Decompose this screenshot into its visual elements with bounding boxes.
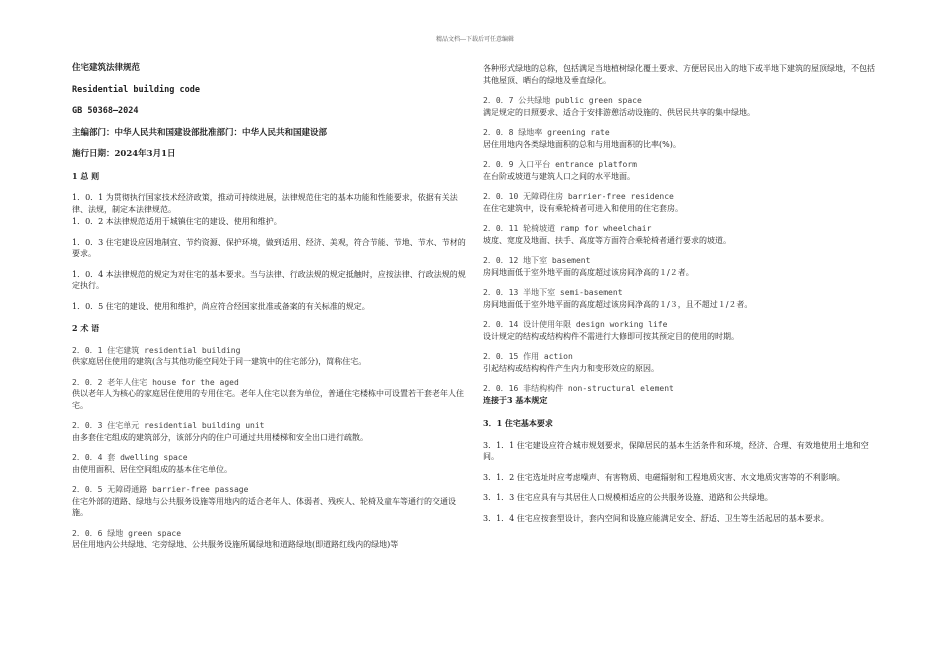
- term-2-0-10: [483, 191, 879, 214]
- term-title: 2．0．16 非结构构件 non-structural element: [483, 384, 674, 393]
- term-definition: 坡度、宽度及地面、扶手、高度等方面符合乘轮椅者通行要求的坡道。: [483, 235, 731, 245]
- para-1-0-4: 1．0．4 本法律规范的规定为对住宅的基本要求。当与法律、行政法规的规定抵触时，应按法律、行政法规的规定执行。: [72, 269, 466, 290]
- term-title: 2．0．4 套 dwelling space: [72, 453, 188, 462]
- term-2-0-14: [483, 319, 879, 342]
- term-2-0-4: [72, 452, 468, 475]
- term-title: 2．0．8 绿地率 greening rate: [483, 128, 610, 137]
- term-title: 2．0．11 轮椅坡道 ramp for wheelchair: [483, 224, 652, 233]
- term-2-0-5: [72, 484, 468, 519]
- term-definition: 设计规定的结构或结构构件不需进行大修即可按其预定目的使用的时期。: [483, 331, 739, 341]
- para-3-1-2: 3．1．2 住宅选址时应考虑噪声、有害物质、电磁辐射和工程地质灾害、水文地质灾害等的不利影响。: [483, 472, 845, 482]
- term-2-0-1: [72, 345, 468, 368]
- term-title: 2．0．1 住宅建筑 residential building: [72, 345, 241, 355]
- term-title: 2．0．7 公共绿地 public green space: [483, 96, 642, 105]
- term-definition: 连接于3 基本规定: [483, 394, 548, 405]
- term-2-0-9: [483, 159, 879, 182]
- term-definition: 由使用面积、居住空间组成的基本住宅单位。: [72, 464, 232, 474]
- departments: 主编部门：中华人民共和国建设部批准部门：中华人民共和国建设部: [72, 127, 328, 138]
- term-title: 2．0．13 半地下室 semi-basement: [483, 288, 623, 297]
- para-3-1-3: 3．1．3 住宅应具有与其居住人口规模相适应的公共服务设施、道路和公共绿地。: [483, 493, 773, 502]
- para-1-0-2: 1．0．2 本法律规范适用于城镇住宅的建设、使用和维护。: [72, 217, 282, 226]
- term-definition: 房间地面低于室外地平面的高度超过该房间净高的１/２者。: [483, 267, 694, 277]
- term-definition: 满足规定的日照要求、适合于安排游憩活动设施的、供居民共享的集中绿地。: [483, 107, 755, 117]
- section-1-heading: 1 总 则: [72, 170, 100, 181]
- term-definition: 在住宅建筑中，设有乘轮椅者可进入和使用的住宅套房。: [483, 203, 683, 213]
- term-2-0-16: [483, 383, 879, 406]
- right-column: [483, 63, 879, 533]
- term-2-0-11: [483, 223, 879, 246]
- term-title: 2．0．5 无障碍通路 barrier-free passage: [72, 485, 249, 494]
- para-1-0-1: 1．0．1 为贯彻执行国家技术经济政策，推动可持续进展，法律规范住宅的基本功能和性能要求，依据有关法律、法规，制定本法律规范。: [72, 193, 458, 214]
- para-3-1-4: 3．1．4 住宅应按套型设计，套内空间和设施应能满足安全、舒适、卫生等生活起居的基本要求。: [483, 513, 829, 523]
- standard-code: GB 50368—2024: [72, 106, 139, 116]
- effective-date: 施行日期：2024年3月1日: [72, 149, 176, 159]
- title-en: Residential building code: [72, 84, 200, 95]
- term-definition: 在台阶或坡道与建筑人口之间的水平地面。: [483, 171, 635, 181]
- term-2-0-8: [483, 127, 879, 150]
- term-2-0-13: [483, 287, 879, 310]
- term-2-0-6-continued: 各种形式绿地的总称，包括满足当地植树绿化覆土要求、方便居民出入的地下或半地下建筑的屋顶绿地，不包括其他屋顶、晒台的绿地及垂直绿化。: [483, 64, 875, 85]
- term-definition: 居住用地内各类绿地面积的总和与用地面积的比率(%)。: [483, 139, 681, 149]
- term-definition: 住宅外部的道路、绿地与公共服务设施等用地内的适合老年人、体弱者、残疾人、轮椅及童车等通行的交通设施。: [72, 496, 456, 517]
- left-column: [72, 63, 468, 560]
- section-3-1-heading: 3．1 住宅基本要求: [483, 418, 553, 428]
- para-1-0-5: 1．0．5 住宅的建设、使用和维护，尚应符合经国家批准或备案的有关标准的规定。: [72, 301, 370, 311]
- term-2-0-3: [72, 420, 468, 443]
- term-definition: 居住用地内公共绿地、宅旁绿地、公共服务设施所属绿地和道路绿地(即道路红线内的绿地)等: [72, 540, 399, 549]
- term-2-0-6: [72, 528, 468, 551]
- section-2-heading: 2 术 语: [72, 323, 100, 333]
- term-definition: 供家庭居住使用的建筑(含与其他功能空间处于同一建筑中的住宅部分)，简称住宅。: [72, 357, 367, 366]
- term-title: 2．0．14 设计使用年限 design working life: [483, 320, 668, 329]
- term-title: 2．0．2 老年人住宅 house for the aged: [72, 377, 239, 387]
- title-cn: 住宅建筑法律规范: [72, 63, 141, 73]
- term-definition: 由多套住宅组成的建筑部分，该部分内的住户可通过共用楼梯和安全出口进行疏散。: [72, 432, 368, 442]
- term-2-0-7: [483, 95, 879, 118]
- term-2-0-12: [483, 255, 879, 278]
- term-title: 2．0．12 地下室 basement: [483, 256, 591, 265]
- term-title: 2．0．15 作用 action: [483, 352, 573, 361]
- term-2-0-2: [72, 377, 468, 412]
- page-header: 精品文档---下载后可任意编辑: [435, 36, 515, 43]
- term-title: 2．0．10 无障碍住房 barrier-free residence: [483, 192, 674, 201]
- term-definition: 房间地面低于室外地平面的高度超过该房间净高的１/３，且不超过１/２者。: [483, 299, 753, 309]
- para-3-1-1: 3．1．1 住宅建设应符合城市规划要求，保障居民的基本生活条件和环境，经济、合理、有效地使用土地和空间。: [483, 440, 869, 461]
- term-definition: 引起结构或结构构件产生内力和变形效应的原因。: [483, 363, 659, 373]
- para-1-0-3: 1．0．3 住宅建设应因地制宜、节约资源、保护环境，做到适用、经济、美观，符合节能、节地、节水、节材的要求。: [72, 237, 466, 258]
- term-2-0-15: [483, 351, 879, 374]
- term-title: 2．0．6 绿地 green space: [72, 528, 182, 538]
- term-title: 2．0．3 住宅单元 residential building unit: [72, 421, 265, 430]
- term-definition: 供以老年人为核心的家庭居住使用的专用住宅。老年人住宅以套为单位，普通住宅楼栋中可设置若干套老年人住宅。: [72, 389, 464, 410]
- term-title: 2．0．9 入口平台 entrance platform: [483, 160, 637, 169]
